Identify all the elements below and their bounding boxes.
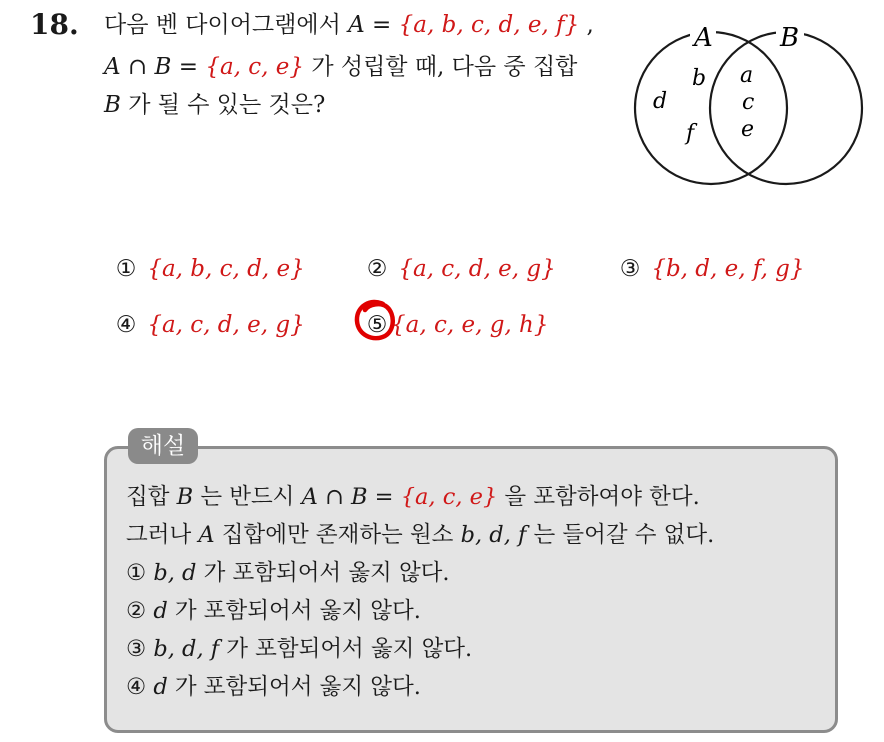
- equals-sign: =: [367, 484, 401, 510]
- choice-set: {a, c, e, g, h}: [391, 312, 549, 338]
- explanation-line-2: [126, 520, 714, 550]
- question-line-2: [104, 52, 577, 82]
- choice-1[interactable]: [112, 254, 305, 284]
- choice-number: ③: [126, 636, 147, 662]
- choice-3[interactable]: [616, 254, 805, 284]
- choice-number: ②: [366, 256, 388, 282]
- venn-element: a: [740, 63, 754, 88]
- choice-number: ③: [619, 256, 641, 282]
- question-text: 가 될 수 있는 것은?: [120, 92, 326, 118]
- equals-sign: =: [171, 54, 206, 80]
- explanation-tab: 해설: [128, 428, 198, 464]
- question-line-3: [104, 90, 325, 120]
- question-number: 18.: [30, 8, 79, 41]
- choice-number: ①: [115, 256, 137, 282]
- choice-set: {b, d, e, f, g}: [651, 256, 805, 282]
- choice-2[interactable]: [363, 254, 556, 284]
- intersection-expression: A ∩ B: [104, 54, 172, 80]
- elements: d: [153, 598, 168, 624]
- question-text: 다음 벤 다이어그램에서: [104, 12, 349, 38]
- set-a-elements: {a, b, c, d, e, f}: [398, 12, 580, 38]
- set-name-a: A: [348, 12, 365, 38]
- venn-label-a: A: [694, 23, 713, 53]
- venn-element: e: [741, 117, 755, 142]
- explanation-text: 가 포함되어서 옳지 않다.: [167, 674, 421, 700]
- explanation-text: 집합에만 존재하는 원소: [214, 522, 461, 548]
- choice-set: {a, c, d, e, g}: [398, 256, 556, 282]
- elements: d: [153, 674, 168, 700]
- explanation-line-1: [126, 482, 700, 512]
- venn-element: f: [686, 121, 695, 146]
- explanation-text: 가 포함되어서 옳지 않다.: [219, 636, 473, 662]
- choice-number: ⑤: [366, 312, 388, 338]
- explanation-text: 는 들어갈 수 없다.: [526, 522, 715, 548]
- explanation-text: 는 반드시: [193, 484, 302, 510]
- intersection-elements: {a, c, e}: [400, 484, 498, 510]
- explanation-line-3: [126, 558, 450, 588]
- answer-circle-mark: [353, 298, 397, 344]
- equals-sign: =: [364, 12, 399, 38]
- question-text: 가 성립할 때, 다음 중 집합: [304, 54, 578, 80]
- set-name-a: A: [198, 522, 215, 548]
- intersection-elements: {a, c, e}: [205, 54, 305, 80]
- explanation-text: 가 포함되어서 옳지 않다.: [196, 560, 450, 586]
- venn-element: b: [692, 66, 707, 91]
- venn-element: c: [742, 90, 755, 115]
- set-name-b: B: [104, 92, 121, 118]
- venn-element: d: [653, 89, 668, 114]
- elements: b, d: [153, 560, 197, 586]
- choice-number: ④: [126, 674, 147, 700]
- explanation-line-5: [126, 634, 472, 664]
- explanation-text: 집합: [126, 484, 177, 510]
- choice-number: ①: [126, 560, 147, 586]
- excluded-elements: b, d, f: [460, 522, 527, 548]
- explanation-line-4: [126, 596, 421, 626]
- comma: ,: [579, 12, 594, 38]
- choice-number: ④: [115, 312, 137, 338]
- set-name-b: B: [176, 484, 194, 510]
- venn-label-b: B: [780, 23, 800, 53]
- choice-set: {a, c, d, e, g}: [147, 312, 305, 338]
- choice-number: ②: [126, 598, 147, 624]
- choice-4[interactable]: [112, 310, 305, 340]
- elements: b, d, f: [153, 636, 220, 662]
- explanation-text: 가 포함되어서 옳지 않다.: [167, 598, 421, 624]
- explanation-text: 을 포함하여야 한다.: [497, 484, 700, 510]
- venn-diagram: [626, 20, 866, 190]
- question-line-1: [104, 10, 594, 40]
- choice-set: {a, b, c, d, e}: [147, 256, 305, 282]
- explanation-line-6: [126, 672, 421, 702]
- intersection-expression: A ∩ B: [301, 484, 368, 510]
- explanation-text: 그러나: [126, 522, 199, 548]
